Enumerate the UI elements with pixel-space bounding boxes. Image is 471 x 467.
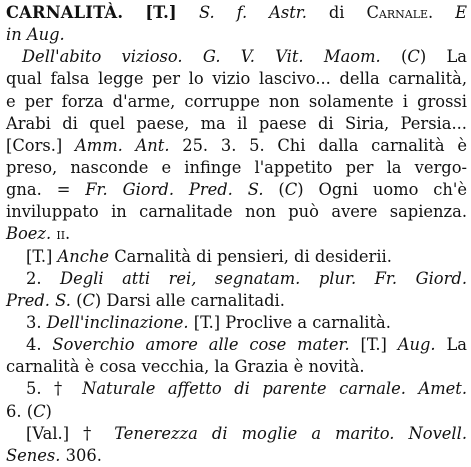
text-run: Arabi di quel paese, ma il paese di Siria, Persia... [6, 113, 467, 133]
text-run: gna. = [6, 180, 86, 200]
entry-line [6, 135, 467, 157]
text-run: Dell'abito vizioso. G. V. Vit. Maom. [22, 47, 381, 67]
entry-line [6, 46, 467, 68]
entry-line [6, 290, 467, 312]
text-run: 6. ( [6, 401, 34, 421]
text-run: ) La [419, 47, 468, 67]
entry-line [6, 24, 467, 46]
text-run: CARNALITÀ [6, 3, 118, 22]
text-run: Fr. Giord. Pred. S. [85, 180, 264, 200]
text-run: di [306, 3, 367, 22]
text-run: 2. [26, 268, 61, 288]
text-run: [T.] Proclive a carnalità. [188, 312, 391, 332]
text-run: ) Ogni uomo ch'è [297, 180, 467, 200]
entry-line [6, 2, 467, 24]
text-run: inviluppato in carnalitade non può avere sapienza. [6, 202, 467, 222]
text-run: 306. [60, 445, 102, 465]
text-run: S. f. Astr. [198, 3, 307, 22]
text-run: 3. [26, 312, 47, 332]
text-run: [T.] [349, 335, 398, 355]
text-run: in Aug. [6, 25, 65, 45]
entry-line [6, 68, 467, 90]
entry-line [6, 201, 467, 223]
text-run: Tenerezza di moglie a marito. Novell. [114, 423, 468, 443]
text-run: C [407, 47, 420, 67]
entry-line [6, 401, 467, 423]
entry-line [6, 179, 467, 201]
text-run: e per forza d'arme, corruppe non solamente i grossi [6, 91, 467, 111]
text-run: ) [45, 401, 52, 421]
text-run: [Val.] † [26, 423, 115, 443]
entry-line [6, 356, 467, 378]
text-run: Senes. [6, 445, 61, 465]
entry-line [6, 312, 467, 334]
text-run: . [T.] [117, 3, 199, 22]
text-run: Amm. Ant. [75, 135, 170, 155]
entry-line [6, 91, 467, 113]
text-run: [Cors.] [6, 135, 75, 155]
text-run: C [284, 180, 298, 200]
text-run: preso, nasconde e infinge l'appetito per la vergo- [6, 157, 467, 177]
text-run: [T.] [26, 246, 58, 266]
text-run: Aug. [397, 335, 436, 355]
text-run: ( [70, 290, 83, 310]
text-run: La [435, 335, 467, 355]
entry-line [6, 157, 467, 179]
entry-line [6, 334, 467, 356]
text-run: 25. 3. 5. Chi dalla carnalità è [169, 135, 467, 155]
text-run: Anche [57, 246, 110, 266]
text-run: ii [56, 224, 66, 244]
text-run: . [65, 224, 71, 244]
entry-line [6, 113, 467, 135]
text-run: Degli atti rei, segnatam. plur. Fr. Giord. [60, 268, 467, 288]
text-run: Carnalità di pensieri, di desiderii. [109, 246, 392, 266]
text-run: C [82, 290, 95, 310]
text-run: ) Darsi alle carnalitadi. [94, 290, 285, 310]
entry-line [6, 268, 467, 290]
text-run: qual falsa legge per lo vizio lascivo... della carnalità, [6, 69, 467, 89]
entry-line [6, 378, 467, 400]
text-run: ( [380, 47, 408, 67]
text-run: Naturale affetto di parente carnale. Amet. [82, 379, 467, 399]
entry-line [6, 423, 467, 445]
text-run: . [428, 3, 456, 22]
text-run: E [455, 3, 468, 22]
entry-line [6, 223, 467, 245]
entry-line [6, 246, 467, 268]
text-run: carnalità è cosa vecchia, la Grazia è novità. [6, 357, 365, 377]
entry-line [6, 445, 467, 467]
text-run: C [33, 401, 46, 421]
text-run: Dell'inclinazione. [46, 312, 189, 332]
text-run: 4. [26, 335, 53, 355]
text-run: Pred. S. [6, 290, 71, 310]
text-run: Boez. [6, 224, 52, 244]
text-run: 5. † [26, 379, 83, 399]
text-run: Carnale [366, 3, 429, 22]
text-run: ( [263, 180, 285, 200]
text-run: Soverchio amore alle cose mater. [52, 335, 350, 355]
